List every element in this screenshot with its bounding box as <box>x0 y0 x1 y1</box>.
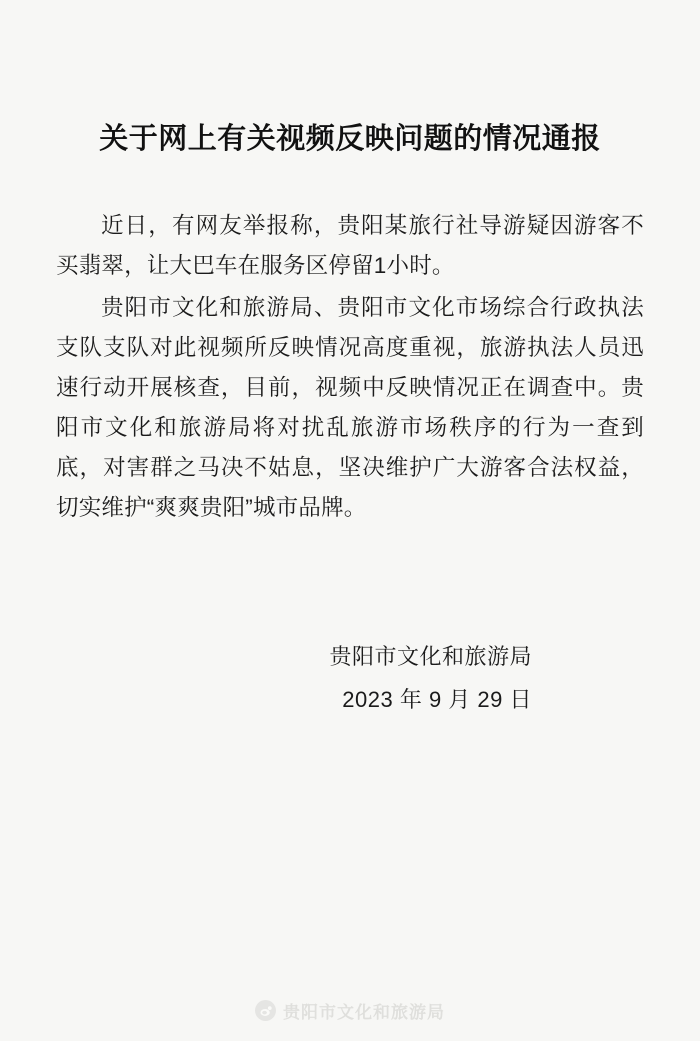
page-title: 关于网上有关视频反映问题的情况通报 <box>99 123 601 155</box>
body-paragraph-1: 近日，有网友举报称，贵阳某旅行社导游疑因游客不买翡翠，让大巴车在服务区停留1小时。 <box>56 212 644 278</box>
document-body <box>56 206 644 528</box>
signature-block <box>56 636 644 722</box>
signature-organization: 贵阳市文化和旅游局 <box>329 643 532 669</box>
signature-date: 2023 年 9 月 29 日 <box>342 686 532 712</box>
weibo-icon <box>255 1000 276 1021</box>
watermark-label: 贵阳市文化和旅游局 <box>283 1003 445 1022</box>
body-paragraph-2: 贵阳市文化和旅游局、贵阳市文化市场综合行政执法支队支队对此视频所反映情况高度重视，旅游执法人员迅速行动开展核查，目前，视频中反映情况正在调查中。贵阳市文化和旅游局将对扰乱旅游市场秩序的行为一查到底，对害群之马决不姑息，坚决维护广大游客合法权益，切实维护“爽爽贵阳”城市品牌。 <box>56 294 644 520</box>
watermark <box>0 998 700 1023</box>
